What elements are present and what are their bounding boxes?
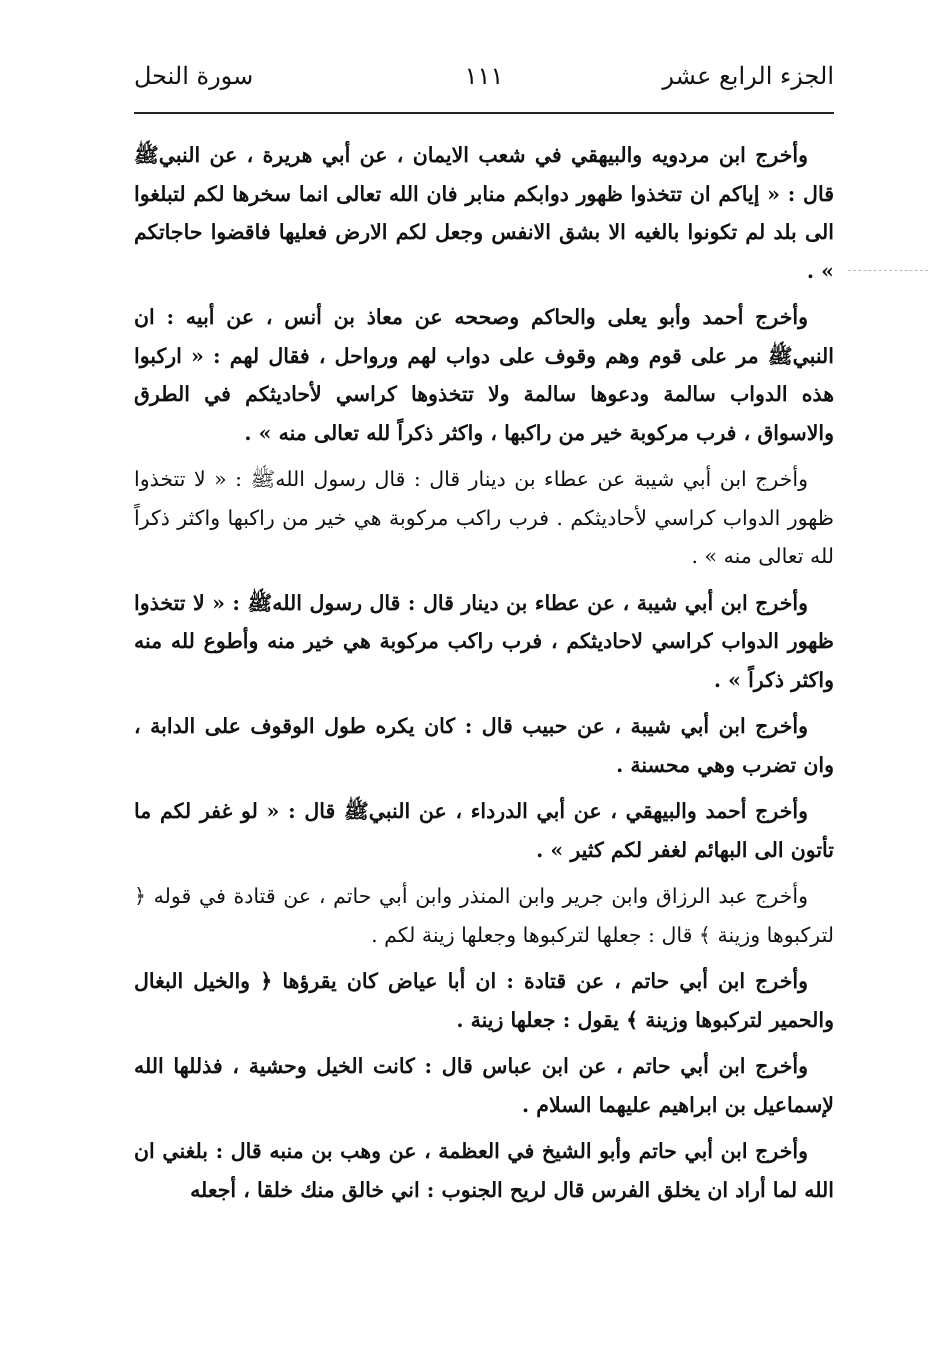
paragraph-6: وأخرج أحمد والبيهقي ، عن أبي الدرداء ، عن النبيﷺ قال : « لو غفر لكم ما تأتون الى البهائم لغفر لكم كثير » . <box>134 799 834 862</box>
paragraph-2: وأخرج أحمد وأبو يعلى والحاكم وصححه عن معاذ بن أنس ، عن أبيه : ان النبيﷺ مر على قوم وهم وقوف على دواب لهم ورواحل ، فقال لهم : « اركبوا هذه الدواب سالمة ودعوها سالمة ولا تتخذوها كراسي لأحاديثكم في الطرق والاسواق ، فرب مركوبة خير من راكبها ، واكثر ذكراً لله تعالى منه » . <box>134 305 834 445</box>
paragraph-9: وأخرج ابن أبي حاتم ، عن ابن عباس قال : كانت الخيل وحشية ، فذللها الله لإسماعيل بن ابراهيم عليهما السلام . <box>134 1054 834 1117</box>
margin-mark <box>848 270 928 271</box>
paragraph-3: وأخرج ابن أبي شيبة عن عطاء بن دينار قال : قال رسول اللهﷺ : « لا تتخذوا ظهور الدواب كراسي لأحاديثكم . فرب راكب مركوبة هي خير من راكبها واكثر ذكراً لله تعالى منه » . <box>134 467 834 568</box>
page-header <box>134 62 834 98</box>
body-text <box>134 136 834 1217</box>
paragraph-8: وأخرج ابن أبي حاتم ، عن قتادة : ان أبا عياض كان يقرؤها ﴿ والخيل البغال والحمير لتركبوها وزينة ﴾ يقول : جعلها زينة . <box>134 969 834 1032</box>
header-part: الجزء الرابع عشر <box>662 62 834 90</box>
paragraph-7: وأخرج عبد الرزاق وابن جرير وابن المنذر وابن أبي حاتم ، عن قتادة في قوله ﴿ لتركبوها وزينة ﴾ قال : جعلها لتركبوها وجعلها زينة لكم . <box>134 884 834 947</box>
header-rule <box>134 112 834 114</box>
paragraph-5: وأخرج ابن أبي شيبة ، عن حبيب قال : كان يكره طول الوقوف على الدابة ، وان تضرب وهي محسنة . <box>134 714 834 777</box>
header-surah: سورة النحل <box>134 62 254 90</box>
paragraph-4: وأخرج ابن أبي شيبة ، عن عطاء بن دينار قال : قال رسول اللهﷺ : « لا تتخذوا ظهور الدواب كراسي لاحاديثكم ، فرب راكب مركوبة هي خير منه وأطوع لله منه واكثر ذكراً » . <box>134 590 834 692</box>
header-page-number: ١١١ <box>464 62 504 90</box>
paragraph-1: وأخرج ابن مردويه والبيهقي في شعب الايمان ، عن أبي هريرة ، عن النبيﷺ قال : « إياكم ان تتخذوا ظهور دوابكم منابر فان الله تعالى انما سخرها لكم لتبلغوا الى بلد لم تكونوا بالغيه الا بشق الانفس وجعل لكم الارض فعليها فاقضوا حاجاتكم » . <box>134 143 834 283</box>
paragraph-10: وأخرج ابن أبي حاتم وأبو الشيخ في العظمة ، عن وهب بن منبه قال : بلغني ان الله لما أراد ان يخلق الفرس قال لريح الجنوب : اني خالق منك خلقا ، أجعله <box>134 1139 834 1202</box>
